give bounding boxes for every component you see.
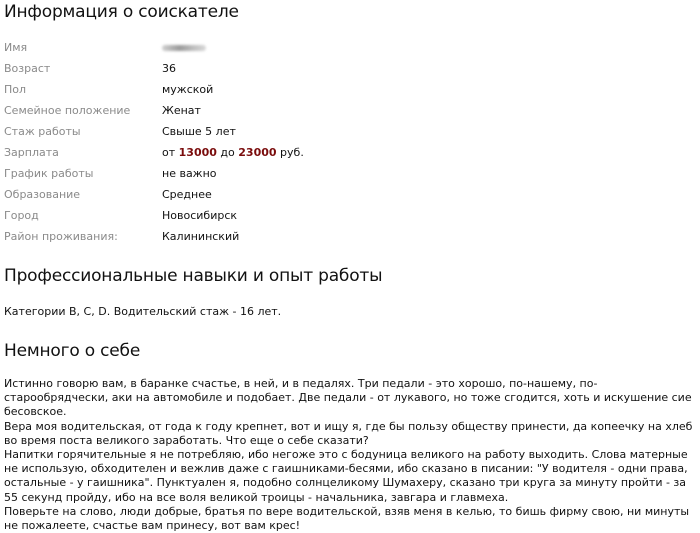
section-title-skills: Профессиональные навыки и опыт работы xyxy=(4,266,383,286)
name-label: Имя xyxy=(4,41,28,54)
marital-value: Женат xyxy=(162,104,201,117)
schedule-value: не важно xyxy=(162,167,217,180)
salary-to: 23000 xyxy=(238,146,277,159)
city-label: Город xyxy=(4,209,39,222)
district-label: Район проживания: xyxy=(4,230,118,243)
about-paragraph-3: Напитки горячительные я не потребляю, ибо негоже это с бодуница великого на работу выходить. Слова матерные не использую, обходителен и вежлив даже с гаишниками-бесями, ибо сказано в писании: "У водителя - одни права, остальные - у гаишника". Пунктуален я, подобно солнцеликому Шумахеру, сказано три круга за минуту пройти - за 55 секунд пройду, ибо на все воля великой троицы - начальника, завгара и главмеха. xyxy=(4,448,688,504)
salary-to-word: до xyxy=(220,146,235,159)
skills-text: Категории B, C, D. Водительский стаж - 16 лет. xyxy=(4,305,282,318)
schedule-label: График работы xyxy=(4,167,94,180)
name-value-blurred xyxy=(162,41,206,54)
gender-value: мужской xyxy=(162,83,214,96)
age-label: Возраст xyxy=(4,62,51,75)
info-row-experience xyxy=(4,121,604,142)
info-row-age xyxy=(4,58,604,79)
about-text xyxy=(4,377,694,533)
age-value: 36 xyxy=(162,62,176,75)
blurred-name xyxy=(162,45,206,51)
experience-label: Стаж работы xyxy=(4,125,81,138)
marital-label: Семейное положение xyxy=(4,104,131,117)
section-title-about: Немного о себе xyxy=(4,341,141,361)
info-row-city xyxy=(4,205,604,226)
about-paragraph-2: Вера моя водительская, от года к году крепнет, вот и ищу я, где бы пользу обществу принести, да копеечку на хлеб во время поста великого заработать. Что еще о себе сказати? xyxy=(4,419,693,447)
education-value: Среднее xyxy=(162,188,212,201)
section-title-applicant-info: Информация о соискателе xyxy=(4,2,239,22)
salary-from-word: от xyxy=(162,146,176,159)
district-value: Калининский xyxy=(162,230,240,243)
info-row-education xyxy=(4,184,604,205)
city-value: Новосибирск xyxy=(162,209,238,222)
about-paragraph-4: Поверьте на слово, люди добрые, братья по вере водительской, взяв меня в келью, то бишь фирму свою, ни минуты не пожалеете, счастье вам принесу, вот вам крес! xyxy=(4,504,690,533)
gender-label: Пол xyxy=(4,83,27,96)
applicant-info-table xyxy=(4,37,604,247)
info-row-name xyxy=(4,37,604,58)
about-paragraph-1: Истинно говорю вам, в баранке счастье, в ней, и в педалях. Три педали - это хорошо, по-нашему, по-старообрядчески, аки на автомобиле и подобает. Две педали - от лукавого, но тоже сгодится, хоть и искушение сие бесовское. xyxy=(4,377,692,419)
experience-value: Свыше 5 лет xyxy=(162,125,236,138)
info-row-gender xyxy=(4,79,604,100)
salary-value xyxy=(162,146,304,159)
info-row-schedule xyxy=(4,163,604,184)
salary-from: 13000 xyxy=(178,146,217,159)
info-row-marital xyxy=(4,100,604,121)
salary-label: Зарплата xyxy=(4,146,59,159)
info-row-district xyxy=(4,226,604,247)
info-row-salary xyxy=(4,142,604,163)
salary-currency: руб. xyxy=(280,146,304,159)
education-label: Образование xyxy=(4,188,81,201)
